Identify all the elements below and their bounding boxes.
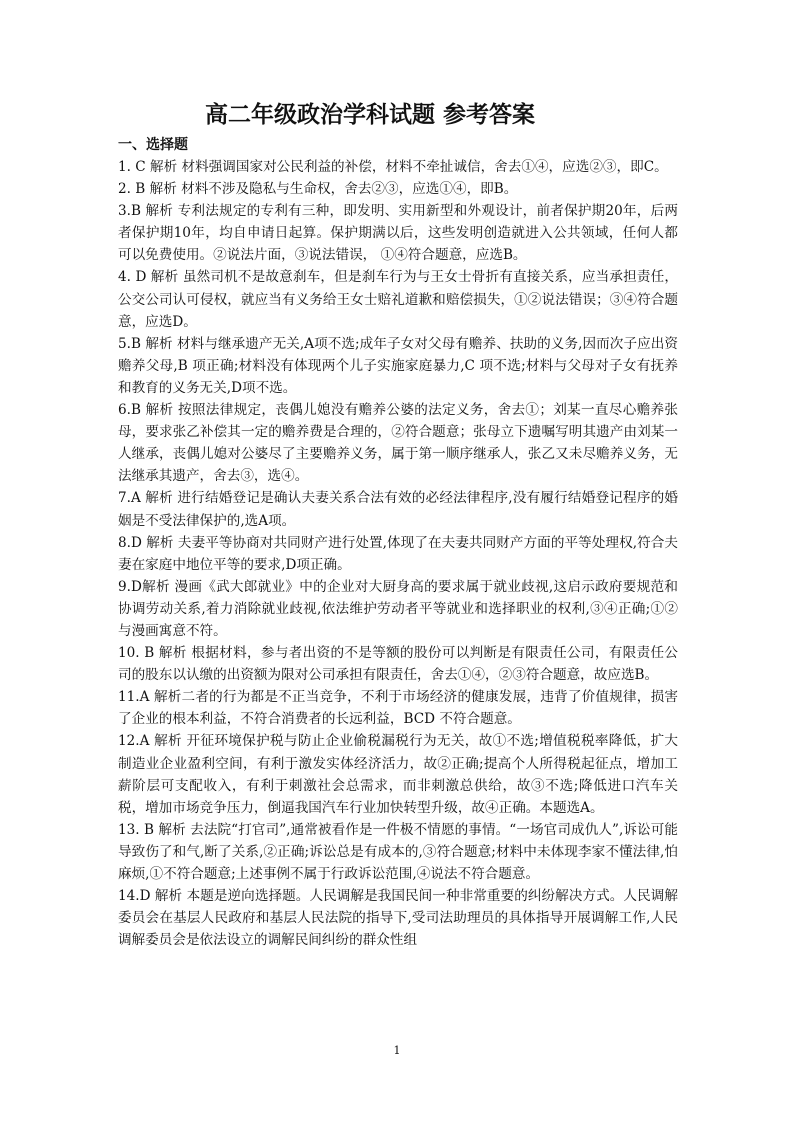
answer-item-14: 14.D 解析 本题是逆向选择题。人民调解是我国民间一种非常重要的纠纷解决方式。人民调解委员会在基层人民政府和基层人民法院的指导下,受司法助理员的具体指导开展调解工作,人民调解委员会是依法设立的调解民间纠纷的群众性组 bbox=[118, 888, 678, 949]
answer-item-7: 7.A 解析 进行结婚登记是确认夫妻关系合法有效的必经法律程序,没有履行结婚登记程序的婚姻是不受法律保护的,选A项。 bbox=[118, 490, 678, 529]
answer-item-11: 11.A 解析二者的行为都是不正当竞争，不利于市场经济的健康发展，违背了价值规律，损害了企业的根本利益，不符合消费者的长远利益，BCD 不符合题意。 bbox=[118, 689, 678, 728]
answer-list bbox=[118, 156, 678, 951]
answer-item-2: 2. B 解析 材料不涉及隐私与生命权，舍去②③，应选①④，即B。 bbox=[118, 181, 518, 198]
answer-item-5: 5.B 解析 材料与继承遗产无关,A项不选;成年子女对父母有赡养、扶助的义务,因而次子应出资赡养父母,B 项正确;材料没有体现两个儿子实施家庭暴力,C 项不选;材料与父母对子女有抚养和教育的义务无关,D项不选。 bbox=[118, 335, 678, 396]
answer-item-3: 3.B 解析 专利法规定的专利有三种，即发明、实用新型和外观设计，前者保护期20年，后两者保护期10年，均自申请日起算。保护期满以后，这些发明创造就进入公共领域，任何人都可以免费使用。②说法片面，③说法错误， ①④符合题意，应选B。 bbox=[118, 203, 678, 264]
answer-item-13: 13. B 解析 去法院“打官司”,通常被看作是一件极不情愿的事情。“一场官司成仇人”,诉讼可能导致伤了和气,断了关系,②正确;诉讼总是有成本的,③符合题意;材料中未体现李家不懂法律,怕麻烦,①不符合题意;上述事例不属于行政诉讼范围,④说法不符合题意。 bbox=[118, 821, 678, 882]
document-title: 高二年级政治学科试题 参考答案 bbox=[204, 102, 535, 128]
answer-item-6: 6.B 解析 按照法律规定，丧偶儿媳没有赡养公婆的法定义务，舍去①；刘某一直尽心赡养张母，要求张乙补偿其一定的赡养费是合理的，②符合题意；张母立下遗嘱写明其遗产由刘某一人继承，丧偶儿媳对公婆尽了主要赡养义务，属于第一顺序继承人，张乙又未尽赡养义务，无法继承其遗产，舍去③，选④。 bbox=[118, 402, 678, 485]
answer-item-12: 12.A 解析 开征环境保护税与防止企业偷税漏税行为无关，故①不选;增值税税率降低，扩大制造业企业盈利空间，有利于激发实体经济活力，故②正确;提高个人所得税起征点，增加工薪阶层可支配收入，有利于刺激社会总需求，而非刺激总供给，故③不选;降低进口汽车关税，增加市场竞争压力，倒逼我国汽车行业加快转型升级，故④正确。本题选A。 bbox=[118, 733, 678, 816]
page-number: 1 bbox=[393, 1044, 401, 1057]
answer-item-4: 4. D 解析 虽然司机不是故意刹车，但是刹车行为与王女士骨折有直接关系，应当承担责任，公交公司认可侵权，就应当有义务给王女士赔礼道歉和赔偿损失，①②说法错误；③④符合题意，应选D。 bbox=[118, 269, 678, 330]
answer-item-10: 10. B 解析 根据材料，参与者出资的不是等额的股份可以判断是有限责任公司，有限责任公司的股东以认缴的出资额为限对公司承担有限责任，舍去①④，②③符合题意，故应选B。 bbox=[118, 645, 678, 684]
answer-item-8: 8.D 解析 夫妻平等协商对共同财产进行处置,体现了在夫妻共同财产方面的平等处理权,符合夫妻在家庭中地位平等的要求,D项正确。 bbox=[118, 534, 678, 573]
answer-item-9: 9.D解析 漫画《武大郎就业》中的企业对大厨身高的要求属于就业歧视,这启示政府要规范和协调劳动关系,着力消除就业歧视,依法维护劳动者平等就业和选择职业的权利,③④正确;①②与漫画寓意不符。 bbox=[118, 578, 678, 639]
section-heading: 一、选择题 bbox=[118, 137, 188, 153]
answer-item-1: 1. C 解析 材料强调国家对公民利益的补偿，材料不牵扯诚信，舍去①④，应选②③，即C。 bbox=[118, 159, 668, 175]
